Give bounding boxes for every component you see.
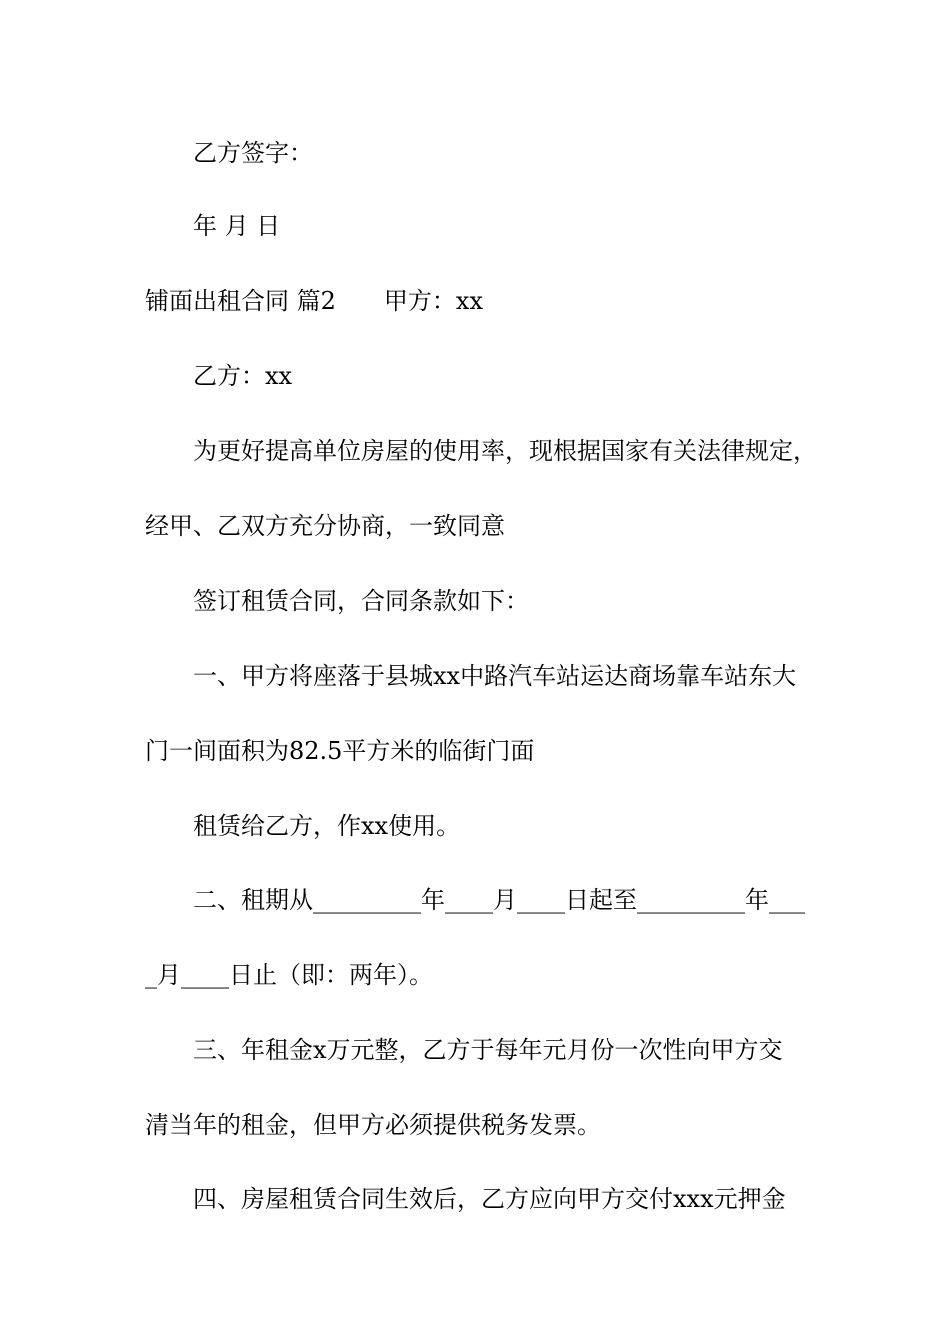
preamble-line-2: 经甲、乙双方充分协商，一致同意 — [145, 512, 505, 540]
clause-3-line-2: 清当年的租金，但甲方必须提供税务发票。 — [145, 1111, 601, 1139]
clause-3-line-1: 三、年租金x万元整，乙方于每年元月份一次性向甲方交 — [193, 1036, 783, 1064]
contract-title: 铺面出租合同 篇2 — [145, 287, 336, 315]
clause-2-line-1: 二、租期从_________年____月____日起至_________年___ — [193, 886, 805, 914]
heading-line — [145, 286, 483, 316]
party-b-label: 乙方：xx — [193, 362, 293, 390]
clause-1-line-3: 租赁给乙方，作xx使用。 — [193, 812, 461, 840]
preamble-line-1: 为更好提高单位房屋的使用率，现根据国家有关法律规定， — [193, 437, 817, 465]
date-label: 年 月 日 — [193, 212, 281, 240]
clause-2-line-2: _月____日止（即：两年）。 — [145, 961, 433, 989]
preamble-line-3: 签订租赁合同，合同条款如下： — [193, 587, 529, 615]
party-a-label: 甲方：xx — [383, 287, 483, 315]
clause-1-line-1: 一、甲方将座落于县城xx中路汽车站运达商场靠车站东大 — [193, 662, 797, 690]
clause-1-line-2: 门一间面积为82.5平方米的临街门面 — [145, 737, 535, 765]
party-b-signature-label: 乙方签字： — [193, 139, 313, 167]
clause-4-line-1: 四、房屋租赁合同生效后，乙方应向甲方交付xxx元押金 — [193, 1185, 786, 1213]
